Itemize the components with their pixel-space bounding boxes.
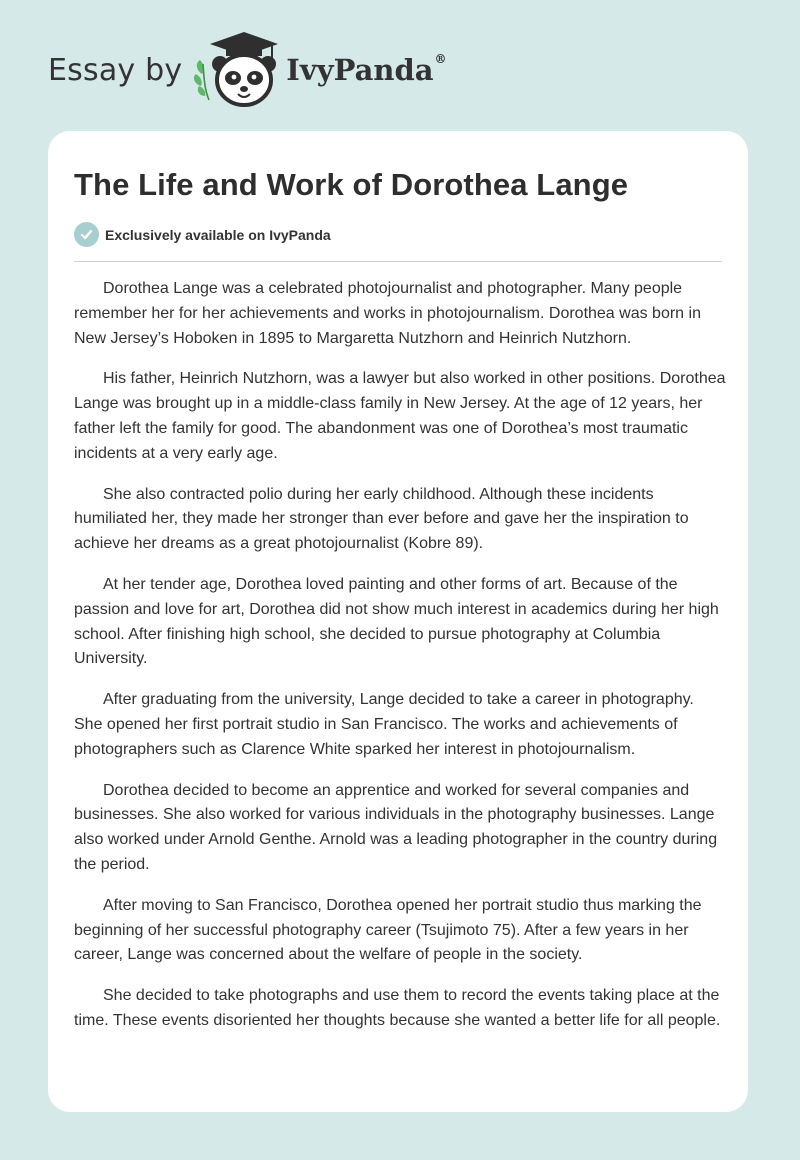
paragraph: Dorothea Lange was a celebrated photojournalist and photographer. Many people remember her for her achievements and works in photojournalism. Dorothea was born in New Jersey’s Hoboken in 1895 to Margaretta Nutzhorn and Heinrich Nutzhorn. [74, 280, 701, 347]
site-header [48, 30, 447, 110]
brand-name [286, 53, 446, 87]
essay-card [48, 131, 748, 1112]
brand-name-text: IvyPanda [286, 53, 434, 87]
paragraph: At her tender age, Dorothea loved painting and other forms of art. Because of the passion and love for art, Dorothea did not show much interest in academics during her high school. After finishing high school, she decided to pursue photography at Columbia University. [74, 575, 719, 668]
check-icon [74, 222, 99, 247]
paragraph: After moving to San Francisco, Dorothea opened her portrait studio thus marking the beginning of her successful photography career (Tsujimoto 75). After a few years in her career, Lange was concerned about the welfare of people in the society. [74, 896, 702, 964]
paragraph: She also contracted polio during her early childhood. Although these incidents humiliated her, they made her stronger than ever before and gave her the inspiration to achieve her dreams as a great photojournalist (Kobre 89). [74, 485, 689, 553]
essay-body [74, 277, 726, 1050]
exclusive-badge [74, 222, 331, 247]
paragraph: His father, Heinrich Nutzhorn, was a lawyer but also worked in other positions. Dorothea Lange was brought up in a middle-class family in New Jersey. At the age of 12 years, her father left the family for good. The abandonment was one of Dorothea’s most traumatic incidents at a very early age. [74, 370, 726, 462]
ivy-leaf-icon [194, 60, 209, 100]
paragraph: After graduating from the university, Lange decided to take a career in photography. She opened her first portrait studio in San Francisco. The works and achievements of photographers such as Clarence White sparked her interest in photojournalism. [74, 691, 694, 758]
panda-graduate-icon [192, 30, 284, 110]
paragraph: She decided to take photographs and use them to record the events taking place at the time. These events disoriented her thoughts because she wanted a better life for all people. [74, 987, 721, 1029]
exclusive-label: Exclusively available on IvyPanda [105, 226, 331, 243]
essay-title: The Life and Work of Dorothea Lange [74, 167, 629, 202]
title-divider [74, 261, 722, 262]
essay-by-label: Essay by [48, 52, 183, 88]
paragraph: Dorothea decided to become an apprentice and worked for several companies and businesses. She also worked for various individuals in the photography businesses. Lange also worked under Arnold Genthe. Arnold was a leading photographer in the country during the period. [74, 781, 718, 873]
trademark-symbol: ® [434, 52, 447, 67]
